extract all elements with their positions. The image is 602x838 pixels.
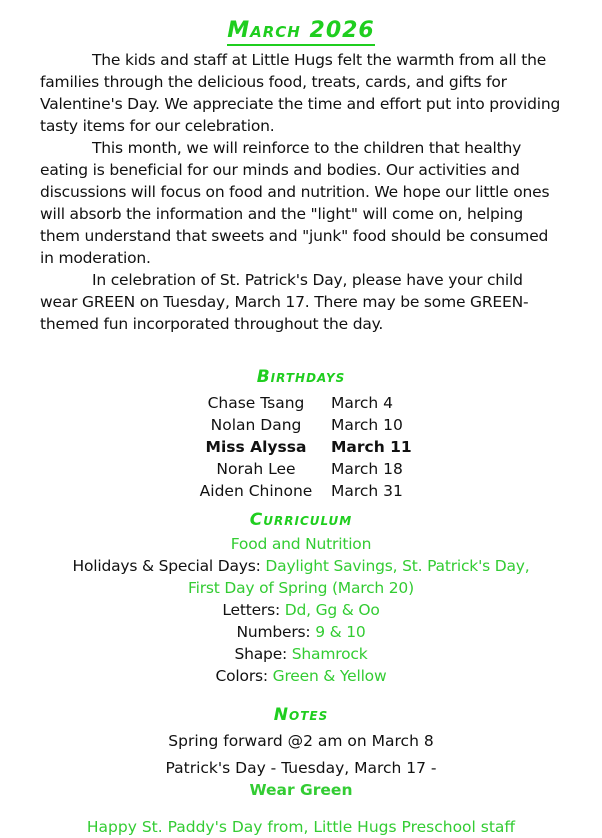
curriculum-colors	[40, 665, 562, 687]
curriculum-item-label: Shape:	[234, 645, 288, 663]
curriculum-item-label: Letters:	[222, 601, 281, 619]
birthdays-table	[181, 392, 421, 502]
birthday-name: Norah Lee	[216, 460, 296, 478]
note-patricks-day: Patrick's Day - Tuesday, March 17 -	[165, 759, 437, 777]
birthdays-heading: Birthdays	[256, 367, 346, 387]
curriculum-item-label: Colors:	[215, 667, 268, 685]
birthday-row	[181, 480, 421, 502]
birthday-name: Aiden Chinone	[199, 482, 313, 500]
curriculum-letters	[40, 599, 562, 621]
birthday-date: March 31	[331, 482, 403, 500]
birthday-row	[181, 458, 421, 480]
curriculum-item-value: 9 & 10	[315, 623, 366, 641]
birthday-date: March 4	[331, 394, 394, 412]
birthday-name: Miss Alyssa	[205, 438, 307, 456]
curriculum-item-value: Daylight Savings, St. Patrick's Day,	[265, 557, 530, 575]
curriculum-item-label: Holidays & Special Days:	[72, 557, 261, 575]
page-title-text: March 2026	[227, 18, 375, 46]
note-spring-forward: Spring forward @2 am on March 8	[168, 732, 434, 750]
birthday-date: March 10	[331, 416, 403, 434]
curriculum-shape	[40, 643, 562, 665]
birthday-row	[181, 436, 421, 458]
curriculum-item-value: Shamrock	[291, 645, 368, 663]
paragraph-st-patricks: In celebration of St. Patrick's Day, please have your child wear GREEN on Tuesday, March 17. There may be some GREEN-themed fun incorporated throughout the day.	[40, 271, 529, 333]
curriculum-numbers	[40, 621, 562, 643]
notes-heading: Notes	[273, 705, 329, 725]
paragraph-valentines-thanks: The kids and staff at Little Hugs felt the warmth from all the families through the delicious food, treats, cards, and gifts for Valentine's Day. We appreciate the time and effort put into providing tasty items for our celebration.	[40, 51, 561, 135]
page-title	[40, 18, 562, 43]
curriculum-section	[40, 510, 562, 687]
curriculum-item-value: First Day of Spring (March 20)	[188, 579, 414, 597]
curriculum-item-label: Numbers:	[236, 623, 311, 641]
paragraph-healthy-eating: This month, we will reinforce to the children that healthy eating is beneficial for our minds and bodies. Our activities and discussions will focus on food and nutrition. We hope our little ones will absorb the information and the "light" will come on, helping them understand that sweets and "junk" food should be consumed in moderation.	[40, 139, 550, 267]
birthday-date: March 18	[331, 460, 403, 478]
notes-section	[40, 705, 562, 801]
curriculum-theme: Food and Nutrition	[230, 535, 372, 553]
birthday-name: Nolan Dang	[210, 416, 302, 434]
birthdays-section	[40, 367, 562, 502]
footer-message: Happy St. Paddy's Day from, Little Hugs Preschool staff	[86, 818, 516, 836]
birthday-row	[181, 392, 421, 414]
note-wear-green: Wear Green	[249, 781, 353, 799]
birthday-name: Chase Tsang	[207, 394, 305, 412]
curriculum-holidays	[40, 555, 562, 599]
curriculum-item-value: Dd, Gg & Oo	[284, 601, 380, 619]
curriculum-heading: Curriculum	[249, 510, 353, 530]
birthday-date: March 11	[331, 438, 412, 456]
birthday-row	[181, 414, 421, 436]
curriculum-item-value: Green & Yellow	[272, 667, 387, 685]
